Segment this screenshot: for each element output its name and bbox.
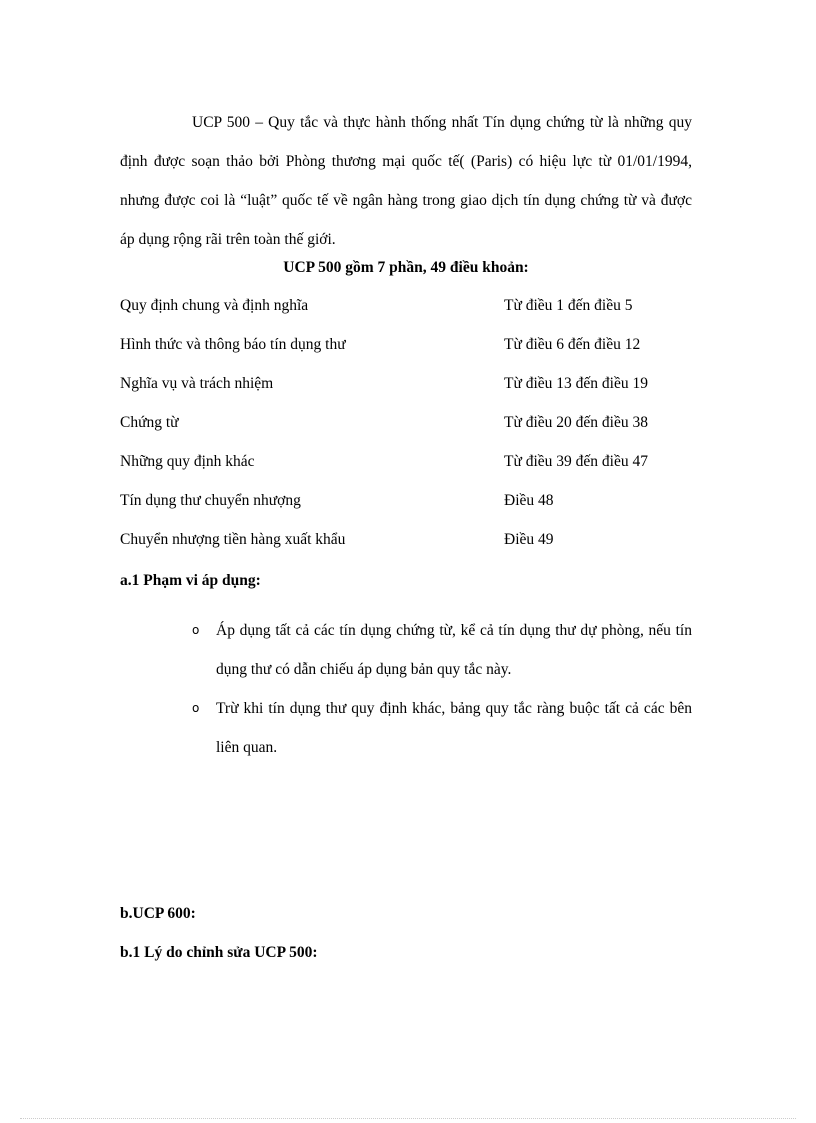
intro-paragraph: UCP 500 – Quy tắc và thực hành thống nhất Tín dụng chứng từ là những quy định được soạn thảo bởi Phòng thương mại quốc tế( (Paris) có hiệu lực từ 01/01/1994, nhưng được coi là “luật” quốc tế về ngân hàng trong giao dịch tín dụng chứng từ và được áp dụng rộng rãi trên toàn thế giới. — [120, 114, 692, 248]
sections-table — [120, 297, 692, 570]
bullet-text: Áp dụng tất cả các tín dụng chứng từ, kể cả tín dụng thư dự phòng, nếu tín dụng thư có dẫn chiếu áp dụng bản quy tắc này. — [216, 622, 692, 678]
scope-heading: a.1 Phạm vi áp dụng: — [120, 572, 261, 589]
ucp600-heading: b.UCP 600: — [120, 905, 196, 922]
page-bottom-edge — [20, 1118, 796, 1119]
list-item — [192, 689, 692, 767]
revision-heading: b.1 Lý do chỉnh sửa UCP 500: — [120, 944, 318, 961]
bullet-text: Trừ khi tín dụng thư quy định khác, bảng quy tắc ràng buộc tất cả các bên liên quan. — [216, 700, 692, 756]
scope-bullet-list — [192, 611, 692, 767]
section-title: Chuyển nhượng tiền hàng xuất khẩu — [120, 531, 346, 548]
section-range: Điều 49 — [504, 531, 554, 548]
section-title: Quy định chung và định nghĩa — [120, 297, 309, 314]
section-row — [120, 375, 692, 414]
section-title: Nghĩa vụ và trách nhiệm — [120, 375, 274, 392]
section-range: Từ điều 39 đến điều 47 — [504, 453, 648, 470]
section-range: Từ điều 20 đến điều 38 — [504, 414, 648, 431]
section-row — [120, 453, 692, 492]
section-range: Từ điều 13 đến điều 19 — [504, 375, 648, 392]
section-row — [120, 414, 692, 453]
section-title: Chứng từ — [120, 414, 179, 431]
hollow-circle-bullet-icon: o — [192, 623, 200, 637]
hollow-circle-bullet-icon: o — [192, 701, 200, 715]
structure-heading: UCP 500 gồm 7 phần, 49 điều khoản: — [283, 259, 529, 276]
section-row — [120, 297, 692, 336]
section-row — [120, 531, 692, 570]
section-range: Từ điều 1 đến điều 5 — [504, 297, 633, 314]
section-range: Từ điều 6 đến điều 12 — [504, 336, 641, 353]
section-title: Những quy định khác — [120, 453, 255, 470]
section-title: Tín dụng thư chuyển nhượng — [120, 492, 301, 509]
section-range: Điều 48 — [504, 492, 554, 509]
section-row — [120, 492, 692, 531]
section-title: Hình thức và thông báo tín dụng thư — [120, 336, 346, 353]
list-item — [192, 611, 692, 689]
section-row — [120, 336, 692, 375]
